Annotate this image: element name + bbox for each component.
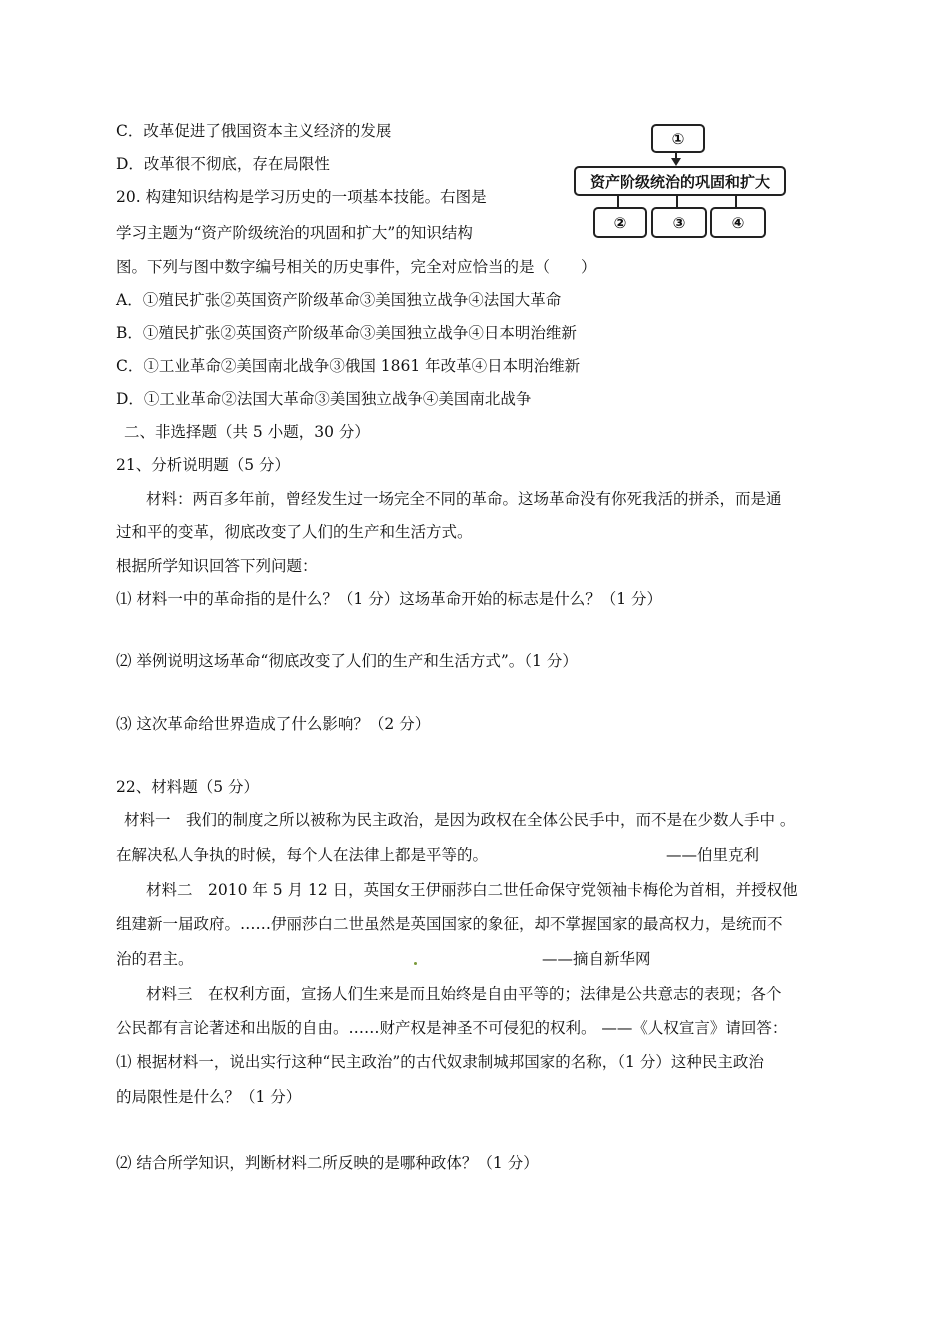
q22-material2-line1: 材料二 2010 年 5 月 12 日，英国女王伊丽莎白二世任命保守党领袖卡梅伦为首相，并授权他 xyxy=(146,881,798,899)
q22-material1-source: ——伯里克利 xyxy=(666,846,760,864)
q22-material2-line3: 治的君主。 xyxy=(116,950,194,968)
diagram-box-4: ④ xyxy=(710,207,766,238)
q20-option-c: C．①工业革命②美国南北战争③俄国 1861 年改革④日本明治维新 xyxy=(116,357,581,375)
q20-option-b: B．①殖民扩张②英国资产阶级革命③美国独立战争④日本明治维新 xyxy=(116,324,577,342)
q19-option-c: C．改革促进了俄国资本主义经济的发展 xyxy=(116,122,392,140)
q22-question-1-line2: 的局限性是什么？（1 分） xyxy=(116,1088,302,1106)
q20-stem-line3: 图。下列与图中数字编号相关的历史事件，完全对应恰当的是（ ） xyxy=(116,258,597,276)
q20-stem-line1: 20. 构建知识结构是学习历史的一项基本技能。右图是 xyxy=(116,188,487,206)
q20-option-d: D．①工业革命②法国大革命③美国独立战争④美国南北战争 xyxy=(116,390,532,408)
q21-question-3: ⑶ 这次革命给世界造成了什么影响？（2 分） xyxy=(116,715,431,733)
q21-material-line1: 材料：两百多年前，曾经发生过一场完全不同的革命。这场革命没有你死我活的拼杀，而是通 xyxy=(146,490,782,508)
q21-material-line2: 过和平的变革，彻底改变了人们的生产和生活方式。 xyxy=(116,523,473,541)
stray-mark xyxy=(414,962,417,965)
q22-question-1-line1: ⑴ 根据材料一，说出实行这种“民主政治”的古代奴隶制城邦国家的名称，（1 分）这种民主政治 xyxy=(116,1053,764,1071)
q21-question-1: ⑴ 材料一中的革命指的是什么？（1 分）这场革命开始的标志是什么？（1 分） xyxy=(116,590,663,608)
q20-stem-line2: 学习主题为“资产阶级统治的巩固和扩大”的知识结构 xyxy=(116,224,473,242)
diagram-box-center: 资产阶级统治的巩固和扩大 xyxy=(574,166,786,196)
q22-material3-line1: 材料三 在权利方面，宣扬人们生来是而且始终是自由平等的；法律是公共意志的表现；各个 xyxy=(146,985,782,1003)
q21-title: 21、分析说明题（5 分） xyxy=(116,456,291,474)
q22-material2-source: ——摘自新华网 xyxy=(542,950,651,968)
q21-prompt: 根据所学知识回答下列问题： xyxy=(116,557,318,575)
section2-title: 二、非选择题（共 5 小题，30 分） xyxy=(124,423,370,441)
q22-material1-line1: 材料一 我们的制度之所以被称为民主政治，是因为政权在全体公民手中，而不是在少数人手中 。 xyxy=(124,811,796,829)
q22-material1-line2: 在解决私人争执的时候，每个人在法律上都是平等的。 xyxy=(116,846,489,864)
q21-question-2: ⑵ 举例说明这场革命“彻底改变了人们的生产和生活方式”。（1 分） xyxy=(116,652,578,670)
q19-option-d: D．改革很不彻底，存在局限性 xyxy=(116,155,330,173)
q22-material2-line2: 组建新一届政府。……伊丽莎白二世虽然是英国国家的象征，却不掌握国家的最高权力，是统而不 xyxy=(116,915,783,933)
q22-question-2: ⑵ 结合所学知识，判断材料二所反映的是哪种政体？（1 分） xyxy=(116,1154,539,1172)
q22-title: 22、材料题（5 分） xyxy=(116,778,260,796)
q22-material3-line2: 公民都有言论著述和出版的自由。……财产权是神圣不可侵犯的权利。 ——《人权宣言》请回答： xyxy=(116,1019,788,1037)
diagram-box-3: ③ xyxy=(651,207,707,238)
diagram-box-2: ② xyxy=(593,207,647,238)
q20-option-a: A．①殖民扩张②英国资产阶级革命③美国独立战争④法国大革命 xyxy=(116,291,562,309)
diagram-box-1: ① xyxy=(651,124,705,153)
